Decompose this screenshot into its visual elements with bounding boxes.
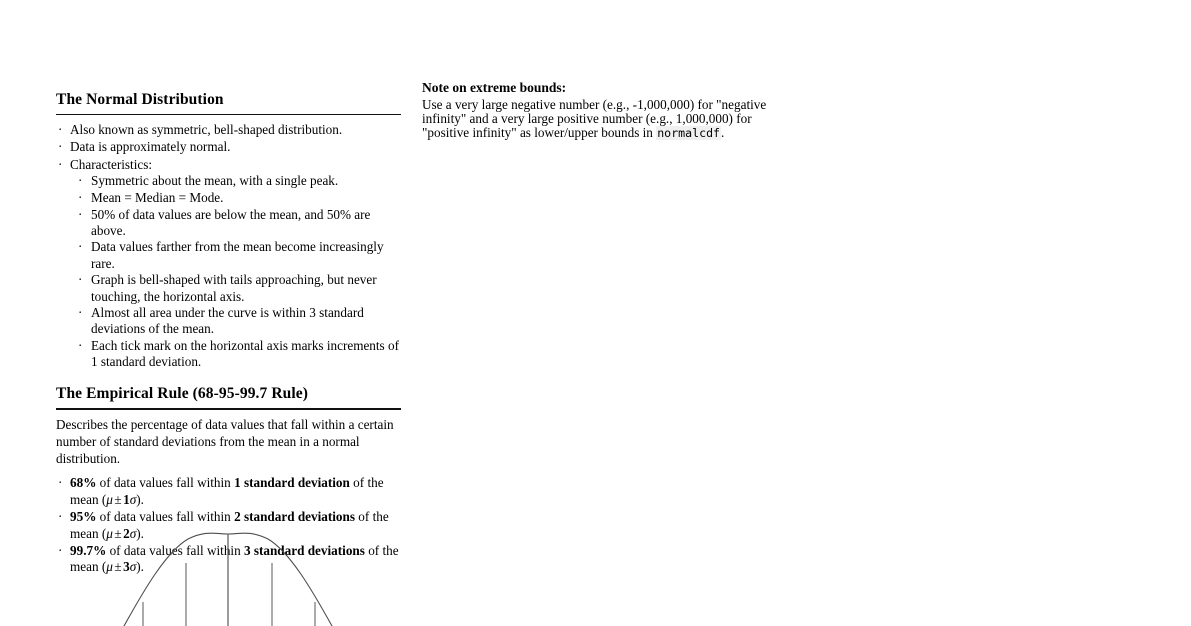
bell-curve-tick-group — [143, 534, 315, 626]
left-column — [56, 90, 401, 576]
note-title: Note on extreme bounds: — [422, 80, 567, 95]
right-column — [422, 79, 772, 140]
rule-deviation: 1 standard deviation — [234, 475, 350, 491]
normal-distribution-bullet-list — [56, 122, 401, 370]
heading-rule-empirical-rule — [56, 408, 401, 410]
empirical-rule-intro-paragraph: Describes the percentage of data values that fall within a certain number of standard deviations from the mean in a normal distribution. — [56, 417, 394, 466]
list-item — [56, 157, 401, 371]
rule-tail-text: of the mean ( — [70, 508, 389, 541]
bullet-marker-icon: · — [58, 139, 63, 155]
list-item-label: Characteristics: — [70, 156, 153, 172]
page-title-normal-distribution: The Normal Distribution — [56, 91, 224, 108]
characteristics-sub-list — [70, 173, 401, 370]
bullet-marker-icon: · — [78, 206, 83, 222]
list-item — [56, 139, 401, 156]
bullet-marker-icon: · — [78, 272, 83, 288]
bullet-marker-icon: · — [58, 122, 63, 138]
bullet-marker-icon: · — [58, 475, 63, 491]
list-item-label: Data values farther from the mean become increasingly rare. — [91, 239, 384, 271]
list-item-label: 50% of data values are below the mean, and 50% are above. — [91, 206, 371, 238]
section-spacer — [56, 371, 401, 384]
heading-rule-normal-distribution — [56, 114, 401, 115]
list-item — [75, 272, 401, 304]
bullet-marker-icon: · — [58, 156, 63, 172]
list-item-label: Almost all area under the curve is within 3 standard deviations of the mean. — [91, 305, 364, 337]
list-item — [56, 122, 401, 139]
rule-tail-text: of the mean ( — [70, 542, 399, 575]
list-item — [56, 475, 401, 508]
list-item — [75, 173, 401, 189]
normalcdf-code-span: normalcdf — [657, 125, 721, 140]
sigma-symbol: σ — [129, 491, 137, 507]
rule-formula — [106, 492, 136, 507]
bullet-marker-icon: · — [78, 173, 83, 189]
list-item-label: Also known as symmetric, bell-shaped distribution. — [70, 122, 343, 138]
rule-percent: 68% — [70, 475, 97, 491]
list-item — [75, 239, 401, 271]
list-item — [75, 207, 401, 239]
list-item-label: Graph is bell-shaped with tails approaching, but never touching, the horizontal axis. — [91, 272, 377, 304]
note-text-after-code: . — [721, 124, 725, 140]
plus-minus-symbol: ± — [114, 525, 122, 541]
list-item — [75, 190, 401, 206]
note-text-before-code: Use a very large negative number (e.g., -1,000,000) for "negative infinity" and a very large positive number (e.g., 1,000,000) for "positive infinity" as lower/upper bounds in — [422, 97, 767, 140]
rule-close-text: ). — [136, 491, 144, 507]
bullet-marker-icon: · — [78, 305, 83, 321]
note-body — [422, 98, 768, 140]
rule-percent: 99.7% — [70, 542, 107, 558]
plus-minus-symbol: ± — [114, 559, 122, 575]
sd-count: 1 — [123, 491, 130, 507]
page-title-empirical-rule: The Empirical Rule (68-95-99.7 Rule) — [56, 385, 309, 403]
list-item-label: Symmetric about the mean, with a single peak. — [91, 173, 339, 189]
sd-count: 3 — [123, 559, 130, 575]
sd-count: 2 — [123, 525, 130, 541]
list-item — [75, 305, 401, 337]
rule-deviation: 3 standard deviations — [243, 542, 365, 558]
list-item-label: Each tick mark on the horizontal axis marks increments of 1 standard deviation. — [91, 338, 399, 370]
bullet-marker-icon: · — [58, 542, 63, 558]
plus-minus-symbol: ± — [114, 491, 122, 507]
sigma-symbol: σ — [129, 525, 137, 541]
rule-mid-text: of data values fall within — [96, 475, 235, 491]
rule-tail-text: of the mean ( — [70, 475, 384, 507]
mu-symbol: μ — [106, 559, 113, 575]
rule-close-text: ). — [136, 525, 144, 541]
bell-curve-svg — [56, 522, 401, 626]
rule-percent: 95% — [70, 508, 97, 524]
rule-deviation: 2 standard deviations — [234, 508, 355, 524]
normal-distribution-bell-curve-figure — [56, 522, 401, 626]
list-item-label: Data is approximately normal. — [70, 139, 231, 155]
list-item-label: Mean = Median = Mode. — [91, 189, 224, 205]
bullet-marker-icon: · — [78, 239, 83, 255]
sigma-symbol: σ — [129, 559, 137, 575]
rule-mid-text: of data values fall within — [96, 508, 235, 524]
bullet-marker-icon: · — [58, 508, 63, 524]
mu-symbol: μ — [106, 525, 113, 541]
rule-close-text: ). — [136, 559, 144, 575]
list-item — [75, 338, 401, 370]
rule-mid-text: of data values fall within — [106, 542, 244, 558]
bullet-marker-icon: · — [78, 338, 83, 354]
mu-symbol: μ — [106, 491, 113, 507]
bullet-marker-icon: · — [78, 189, 83, 205]
